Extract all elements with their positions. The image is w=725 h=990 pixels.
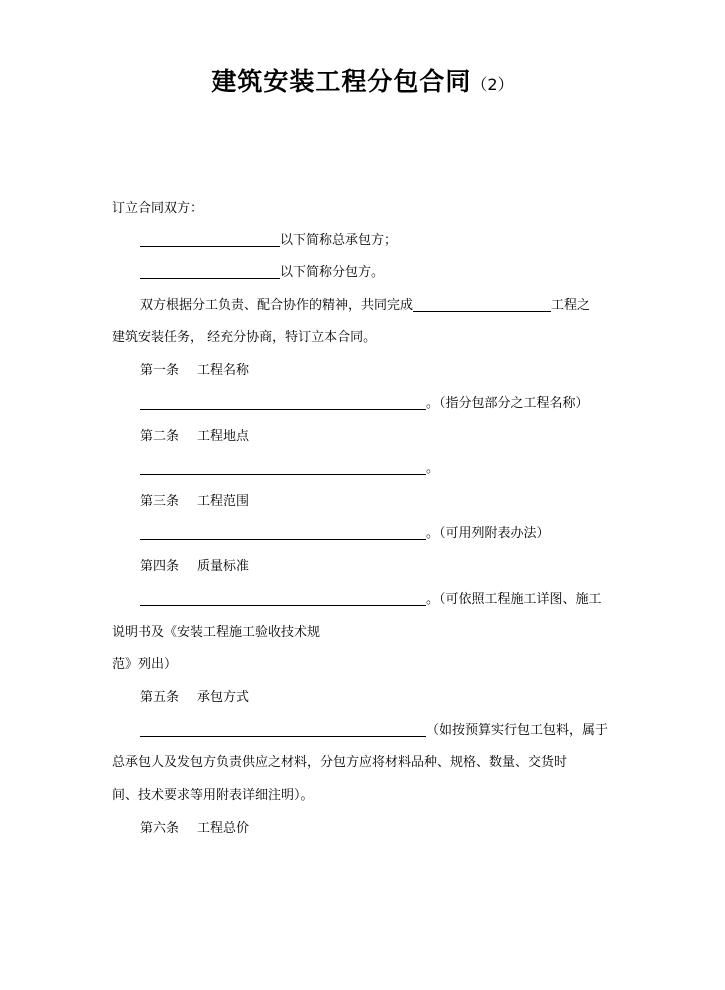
article-4-number: 第四条 (140, 559, 180, 574)
intro-paragraph-line2: 建筑安装任务， 经充分协商，特订立本合同。 (112, 330, 377, 345)
party-a-suffix: 以下简称总承包方； (280, 233, 398, 248)
article-2-note: 。 (426, 461, 440, 476)
article-4-line2: 说明书及《安装工程施工验收技术规 (112, 625, 321, 640)
party-a-blank[interactable] (140, 232, 280, 247)
article-3-number: 第三条 (140, 494, 180, 509)
article-4-line3: 范》列出） (112, 657, 178, 672)
party-b-line (140, 264, 384, 282)
article-4-body (140, 591, 602, 609)
article-5-note: （如按预算实行包工包料，属于 (426, 723, 609, 738)
article-1-number: 第一条 (140, 363, 180, 378)
article-3-name: 工程范围 (197, 494, 250, 509)
article-1-heading (140, 362, 249, 380)
article-5-name: 承包方式 (197, 690, 250, 705)
party-b-blank[interactable] (140, 264, 280, 279)
article-6-heading (140, 820, 249, 838)
article-2-name: 工程地点 (197, 429, 250, 444)
article-4-heading (140, 558, 249, 576)
intro-paragraph-line1 (140, 297, 590, 315)
title-suffix: （2） (471, 75, 514, 94)
article-4-blank[interactable] (140, 591, 426, 606)
article-5-body (140, 722, 608, 740)
article-1-name: 工程名称 (197, 363, 250, 378)
party-a-line (140, 232, 397, 250)
article-3-heading (140, 493, 249, 511)
article-3-body (140, 525, 550, 543)
article-1-body (140, 395, 589, 413)
article-5-heading (140, 689, 249, 707)
title-text: 建筑安装工程分包合同 (211, 67, 472, 96)
parties-intro: 订立合同双方： (112, 201, 204, 216)
document-title (0, 62, 725, 98)
article-5-line2: 总承包人及发包方负责供应之材料，分包方应将材料品种、规格、数量、交货时 (112, 755, 568, 770)
article-3-note: 。（可用列附表办法） (426, 526, 550, 541)
article-5-blank[interactable] (140, 722, 426, 737)
article-1-note: 。（指分包部分之工程名称） (426, 396, 589, 411)
article-5-line3: 间、技术要求等用附表详细注明）。 (112, 788, 314, 803)
article-6-name: 工程总价 (197, 821, 250, 836)
article-1-blank[interactable] (140, 395, 426, 410)
article-2-blank[interactable] (140, 460, 426, 475)
intro-text-b: 工程之 (551, 298, 591, 313)
article-2-heading (140, 428, 249, 446)
intro-text-a: 双方根据分工负责、配合协作的精神，共同完成 (140, 298, 414, 313)
article-2-number: 第二条 (140, 429, 180, 444)
party-b-suffix: 以下简称分包方。 (280, 265, 385, 280)
article-6-number: 第六条 (140, 821, 180, 836)
article-2-body (140, 460, 439, 478)
project-name-blank[interactable] (413, 297, 551, 312)
article-3-blank[interactable] (140, 525, 426, 540)
article-5-number: 第五条 (140, 690, 180, 705)
article-4-name: 质量标准 (197, 559, 250, 574)
article-4-note: 。（可依照工程施工详图、施工 (426, 592, 602, 607)
